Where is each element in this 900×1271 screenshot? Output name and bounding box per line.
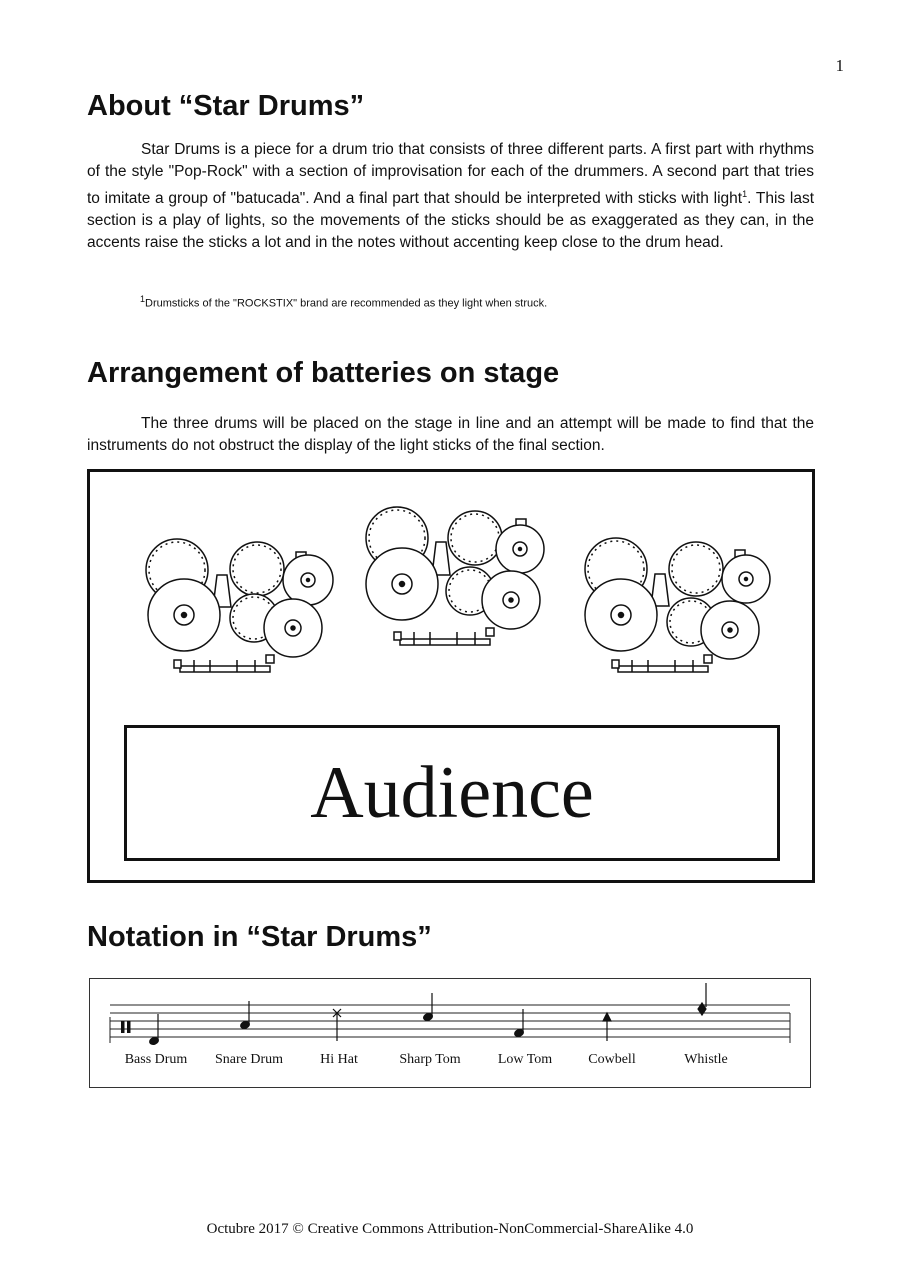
label-sharp-tom: Sharp Tom (399, 1052, 461, 1067)
footnote-marker: 1 (140, 294, 146, 304)
drum-kit-center (366, 507, 544, 645)
label-cowbell: Cowbell (588, 1052, 636, 1067)
footnote (140, 294, 547, 310)
percussion-clef (121, 1021, 131, 1033)
arrangement-heading: Arrangement of batteries on stage (87, 357, 560, 389)
notation-heading: Notation in “Star Drums” (87, 921, 432, 953)
label-snare-drum: Snare Drum (214, 1052, 284, 1067)
drum-kit-right (585, 538, 770, 672)
about-paragraph-text: Star Drums is a piece for a drum trio that consists of three different parts. A first part with rhythms of the style "Pop-Rock" with a section of improvisation for each of the drummers. A second part that tries to imitate a group of "batucada". And a final part that should be interpreted with sticks with light (87, 141, 814, 208)
notation-staff (90, 979, 810, 1087)
notation-legend (89, 978, 811, 1088)
about-heading: About “Star Drums” (87, 90, 365, 122)
about-paragraph (87, 139, 814, 254)
label-hi-hat: Hi Hat (320, 1052, 358, 1067)
label-bass-drum: Bass Drum (124, 1052, 188, 1067)
bass-drum-note (149, 1014, 160, 1046)
whistle-note (698, 983, 706, 1015)
sharp-tom-note (423, 993, 434, 1022)
page-number: 1 (835, 56, 844, 75)
drum-kit-left (146, 539, 333, 672)
arrangement-paragraph: The three drums will be placed on the stage in line and an attempt will be made to find that the instruments do not obstruct the display of the light sticks of the final section. (87, 415, 814, 454)
hi-hat-note (333, 1009, 341, 1041)
footer: Octubre 2017 © Creative Commons Attribution-NonCommercial-ShareAlike 4.0 (206, 1221, 694, 1237)
about-paragraph-text-end: . This last section is a play of lights, so the movements of the sticks should be as exaggerated as they can, in the accents raise the sticks a lot and in the notes without accenting keep close to the drum head. (87, 190, 814, 252)
audience-box (124, 725, 780, 861)
footnote-reference: 1 (742, 189, 748, 199)
stage-diagram (87, 469, 815, 883)
audience-label: Audience (310, 751, 594, 834)
label-low-tom: Low Tom (497, 1052, 553, 1067)
label-whistle: Whistle (684, 1052, 728, 1067)
footnote-text: Drumsticks of the "ROCKSTIX" brand are recommended as they light when struck. (145, 297, 548, 310)
